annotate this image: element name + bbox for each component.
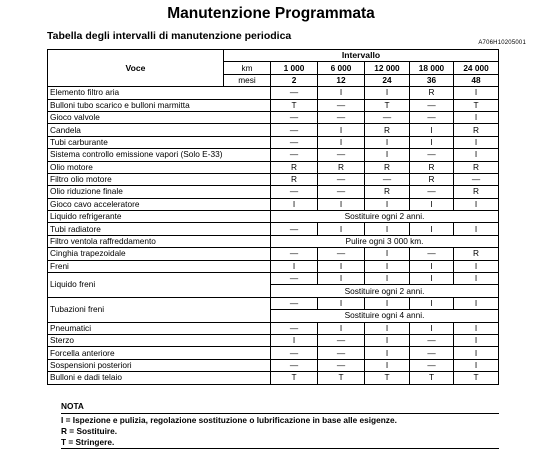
interval-cell: I (454, 136, 499, 148)
interval-cell: I (365, 297, 410, 309)
interval-cell: — (318, 149, 365, 161)
voce-cell: Gioco cavo acceleratore (48, 198, 271, 210)
interval-cell: — (271, 124, 318, 136)
interval-cell: R (410, 87, 454, 99)
interval-cell: I (365, 260, 410, 272)
interval-cell: I (410, 260, 454, 272)
km-value: 18 000 (410, 62, 454, 74)
mesi-value: 48 (454, 74, 499, 86)
table-row (48, 87, 499, 99)
table-row (48, 136, 499, 148)
voce-cell: Tubi carburante (48, 136, 271, 148)
span-note-cell: Pulire ogni 3 000 km. (271, 235, 499, 247)
nota-line: T = Stringere. (61, 437, 115, 447)
voce-cell: Candela (48, 124, 271, 136)
interval-cell: — (318, 334, 365, 346)
interval-cell: I (365, 87, 410, 99)
voce-cell: Tubi radiatore (48, 223, 271, 235)
interval-cell: — (318, 347, 365, 359)
voce-cell: Pneumatici (48, 322, 271, 334)
voce-cell: Cinghia trapezoidale (48, 248, 271, 260)
interval-cell: R (318, 161, 365, 173)
interval-cell: I (410, 297, 454, 309)
interval-cell: — (318, 173, 365, 185)
interval-cell: T (271, 372, 318, 384)
km-value: 24 000 (454, 62, 499, 74)
voce-cell: Tubazioni freni (48, 297, 271, 322)
interval-cell: I (454, 149, 499, 161)
interval-cell: R (365, 186, 410, 198)
interval-cell: I (365, 334, 410, 346)
interval-cell: I (365, 273, 410, 285)
span-note-cell: Sostituire ogni 2 anni. (271, 285, 499, 297)
table-row (48, 372, 499, 384)
voce-cell: Freni (48, 260, 271, 272)
interval-cell: I (365, 149, 410, 161)
voce-cell: Olio riduzione finale (48, 186, 271, 198)
table-row (48, 334, 499, 346)
mesi-value: 2 (271, 74, 318, 86)
interval-cell: T (365, 372, 410, 384)
table-row (48, 260, 499, 272)
voce-cell: Liquido refrigerante (48, 211, 271, 223)
maintenance-table (47, 49, 499, 385)
interval-cell: — (410, 186, 454, 198)
voce-cell: Forcella anteriore (48, 347, 271, 359)
interval-cell: I (454, 87, 499, 99)
nota-divider (61, 448, 499, 449)
interval-cell: R (271, 173, 318, 185)
table-row (48, 248, 499, 260)
interval-cell: I (454, 111, 499, 123)
interval-cell: — (318, 99, 365, 111)
km-value: 12 000 (365, 62, 410, 74)
table-row (48, 198, 499, 210)
interval-cell: R (454, 161, 499, 173)
table-row (48, 223, 499, 235)
interval-cell: I (454, 322, 499, 334)
table-row (48, 111, 499, 123)
interval-cell: I (318, 124, 365, 136)
voce-cell: Bulloni tubo scarico e bulloni marmitta (48, 99, 271, 111)
interval-cell: I (454, 260, 499, 272)
table-row (48, 235, 499, 247)
interval-cell: I (318, 322, 365, 334)
mesi-value: 24 (365, 74, 410, 86)
voce-cell: Sospensioni posteriori (48, 359, 271, 371)
km-label: km (224, 62, 271, 74)
interval-cell: — (318, 186, 365, 198)
table-row (48, 186, 499, 198)
interval-cell: I (318, 260, 365, 272)
interval-cell: I (454, 223, 499, 235)
interval-cell: R (454, 248, 499, 260)
interval-cell: — (318, 359, 365, 371)
mesi-value: 36 (410, 74, 454, 86)
interval-cell: — (410, 149, 454, 161)
interval-cell: I (410, 273, 454, 285)
nota-title: NOTA (61, 401, 499, 414)
nota-line: R = Sostituire. (61, 426, 118, 436)
km-value: 1 000 (271, 62, 318, 74)
interval-cell: — (271, 186, 318, 198)
interval-cell: — (410, 347, 454, 359)
voce-cell: Sistema controllo emissione vapori (Solo E-33) (48, 149, 271, 161)
interval-cell: — (271, 87, 318, 99)
table-row (48, 297, 499, 309)
interval-cell: I (318, 198, 365, 210)
mesi-value: 12 (318, 74, 365, 86)
interval-cell: — (271, 223, 318, 235)
interval-cell: I (365, 248, 410, 260)
interval-cell: I (365, 223, 410, 235)
span-note-cell: Sostituire ogni 2 anni. (271, 211, 499, 223)
interval-cell: I (410, 124, 454, 136)
table-row (48, 161, 499, 173)
table-row (48, 99, 499, 111)
interval-cell: I (454, 273, 499, 285)
interval-cell: I (318, 297, 365, 309)
interval-cell: — (271, 149, 318, 161)
table-subtitle: Tabella degli intervalli di manutenzione periodica (47, 30, 292, 42)
voce-header: Voce (48, 50, 224, 87)
table-row (48, 211, 499, 223)
interval-cell: T (454, 372, 499, 384)
interval-cell: I (271, 260, 318, 272)
nota-section (61, 401, 499, 448)
page-title: Manutenzione Programmata (167, 5, 375, 22)
interval-cell: I (365, 359, 410, 371)
interval-cell: I (454, 334, 499, 346)
table-row (48, 322, 499, 334)
interval-cell: I (410, 223, 454, 235)
voce-cell: Olio motore (48, 161, 271, 173)
interval-cell: I (365, 347, 410, 359)
interval-cell: R (365, 161, 410, 173)
interval-cell: R (410, 173, 454, 185)
interval-cell: — (318, 111, 365, 123)
interval-cell: — (454, 173, 499, 185)
interval-cell: I (454, 347, 499, 359)
table-row (48, 359, 499, 371)
interval-cell: — (410, 248, 454, 260)
voce-cell: Filtro ventola raffreddamento (48, 235, 271, 247)
table-row (48, 347, 499, 359)
interval-cell: R (410, 161, 454, 173)
interval-cell: — (271, 297, 318, 309)
voce-cell: Filtro olio motore (48, 173, 271, 185)
table-row (48, 124, 499, 136)
mesi-label: mesi (224, 74, 271, 86)
interval-cell: — (271, 273, 318, 285)
interval-cell: I (365, 198, 410, 210)
interval-cell: T (271, 99, 318, 111)
interval-cell: I (318, 223, 365, 235)
interval-cell: — (410, 111, 454, 123)
span-note-cell: Sostituire ogni 4 anni. (271, 310, 499, 322)
intervallo-header: Intervallo (224, 50, 499, 62)
interval-cell: I (410, 198, 454, 210)
interval-cell: — (410, 359, 454, 371)
interval-cell: — (410, 99, 454, 111)
interval-cell: T (318, 372, 365, 384)
interval-cell: I (365, 322, 410, 334)
table-row (48, 149, 499, 161)
interval-cell: I (410, 322, 454, 334)
interval-cell: — (271, 359, 318, 371)
interval-cell: I (271, 334, 318, 346)
interval-cell: I (454, 359, 499, 371)
voce-cell: Sterzo (48, 334, 271, 346)
interval-cell: I (410, 136, 454, 148)
interval-cell: T (454, 99, 499, 111)
interval-cell: — (318, 248, 365, 260)
interval-cell: T (365, 99, 410, 111)
interval-cell: I (318, 273, 365, 285)
interval-cell: — (271, 248, 318, 260)
km-value: 6 000 (318, 62, 365, 74)
nota-line: I = Ispezione e pulizia, regolazione sostituzione o lubrificazione in base alle esigenze. (61, 415, 397, 425)
voce-cell: Elemento filtro aria (48, 87, 271, 99)
voce-cell: Gioco valvole (48, 111, 271, 123)
interval-cell: — (365, 111, 410, 123)
voce-cell: Bulloni e dadi telaio (48, 372, 271, 384)
interval-cell: — (271, 111, 318, 123)
interval-cell: I (318, 136, 365, 148)
interval-cell: R (454, 186, 499, 198)
interval-cell: I (318, 87, 365, 99)
interval-cell: — (271, 347, 318, 359)
interval-cell: — (410, 334, 454, 346)
interval-cell: R (271, 161, 318, 173)
interval-cell: I (454, 297, 499, 309)
interval-cell: — (271, 136, 318, 148)
voce-cell: Liquido freni (48, 273, 271, 298)
interval-cell: — (271, 322, 318, 334)
interval-cell: I (454, 198, 499, 210)
table-row (48, 273, 499, 285)
document-code: A706H10205001 (478, 40, 526, 46)
interval-cell: T (410, 372, 454, 384)
table-row (48, 173, 499, 185)
interval-cell: I (271, 198, 318, 210)
interval-cell: R (454, 124, 499, 136)
interval-cell: — (365, 173, 410, 185)
interval-cell: I (365, 136, 410, 148)
interval-cell: R (365, 124, 410, 136)
